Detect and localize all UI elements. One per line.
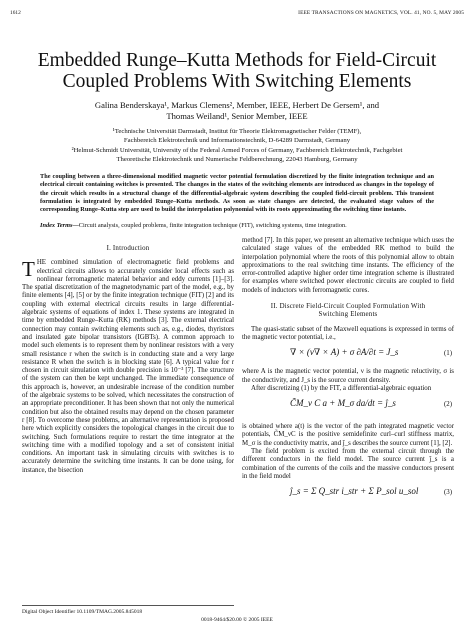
section-2-heading xyxy=(242,303,454,320)
equation-2-number: (2) xyxy=(443,401,452,409)
right-column xyxy=(242,237,454,509)
left-column xyxy=(22,237,234,475)
title-line-2: Coupled Problems With Switching Elements xyxy=(62,71,412,92)
page-number: 1612 xyxy=(10,10,21,16)
title-line-1: Embedded Runge–Kutta Methods for Field-Circuit xyxy=(37,50,437,71)
section-2-heading-line-1: II. Discrete Field-Circuit Coupled Formulation With xyxy=(270,303,426,311)
equation-1 xyxy=(242,344,454,366)
author-list xyxy=(20,100,454,122)
running-header xyxy=(10,10,464,20)
index-terms-label: Index Terms— xyxy=(40,222,79,229)
authors-line-1: Galina Benderskaya¹, Markus Clemens², Member, IEEE, Herbert De Gersem¹, and xyxy=(94,100,380,110)
equation-3 xyxy=(242,483,454,507)
intro-paragraph-continued: method [7]. In this paper, we present an alternative technique which uses the calculated stage values of the embedded RK method to build the interpolation polynomial where the roots of this polynomial allow to obtain approximations to the real switching time instants. The efficiency of the error-controlled adaptive higher order time integration scheme is illustrated for examples where switched power electronic circuits are coupled to field models of inductors with ferromagnetic cores. xyxy=(242,237,454,294)
equation-2-body: C̃M_ν C a + M_σ da/dt = ĵ_s xyxy=(290,398,396,409)
equation-1-body: ∇ × (ν∇ × A) + σ ∂A/∂t = J_s xyxy=(290,347,399,358)
section-2-paragraph-4: is obtained where a(t) is the vector of the path integrated magnetic vector potentials, C̃M_νC is the positive semidefinite curl–curl stiffness matrix, M_σ is the conductivity matrix, and ĵ_s describes the source current [1], [2]. xyxy=(242,423,454,447)
affiliation-line-1: ¹Technische Universität Darmstadt, Institut für Theorie Elektromagnetischer Felder (TEMF), xyxy=(112,128,362,135)
section-2-paragraph-5: The field problem is excited from the external circuit through the different conductors in the field model. The source current ĵ_s is a combination of the currents of the coils and the massive conductors present in the field model xyxy=(242,448,454,480)
abstract: The coupling between a three-dimensional modified magnetic vector potential formulation discretized by the finite integration technique and an electrical circuit containing switches is presented. The changes in the states of the switching elements are introduced as changes in the topology of the circuit which results in a structural change of the differential-algebraic system describing the coupled field-circuit problem. This transient formulation is integrated by embedded Runge–Kutta methods. As soon as state changes are detected, the evaluated stage values of the corresponding Runge–Kutta step are used to build the interpolation polynomial with its roots approximating the switching time instants. xyxy=(40,173,434,214)
drop-cap: T xyxy=(22,257,35,282)
journal-header: IEEE TRANSACTIONS ON MAGNETICS, VOL. 41, NO. 5, MAY 2005 xyxy=(298,10,464,16)
intro-paragraph-text: HE combined simulation of electromagnetic field problems and electrical circuits allows to accurately consider local effects such as nonlinear ferromagnetic material behavior and eddy currents [1]–[3]. The spatial discretization of the magnetodynamic part of the model, e.g., by finite elements [4], [5] or by the finite integration technique (FIT) [2] and its coupling with external electrical circuits results in large differential-algebraic systems of equations of index 1. These systems are integrated in time by embedded Runge–Kutta (RK) methods [3]. The external electrical connection may contain switching elements such as, e.g., diodes, thyristors and insulated gate bipolar transistors (IGBTs). A common approach to model such elements is to represent them by nonlinear resistors with a very small resistance r when the switch is in conducting state and a very large resistance R when the switch is in blocking state [6]. A typical value for r chosen in circuit simulation with double precision is 10⁻³ [7]. The structure of the system can then be kept unchanged. The immediate consequence of this approach is, however, an undesirable increase of the condition number of the algebraic systems to be solved, which necessitates the construction of an appropriate preconditioner. It has been shown that not only the numerical condition but also the obtained results may depend on the chosen parameter r [8]. To overcome these problems, an alternative representation is proposed here which explicitly considers the topological changes in the circuit due to switching. Such formulations require to restart the time integrator at the switching time with a modified topology and a set of consistent initial conditions. An important task in simulating circuits with switches is to accurately determine the switching time instants. It can be done using, for instance, the bisection xyxy=(22,259,234,474)
authors-line-2: Thomas Weiland¹, Senior Member, IEEE xyxy=(166,111,308,121)
equation-3-body: ĵ_s = Σ Q_str i_str + Σ P_sol u_sol xyxy=(290,486,419,497)
section-2-heading-line-2: Switching Elements xyxy=(318,311,378,319)
section-1-heading: I. Introduction xyxy=(106,245,150,252)
paper-title xyxy=(20,50,454,92)
equation-3-number: (3) xyxy=(443,489,452,497)
affiliations xyxy=(20,127,454,165)
index-terms-text: Circuit analysis, coupled problems, finite integration technique (FIT), switching systems, time integration. xyxy=(78,222,347,229)
section-2-paragraph-1: The quasi-static subset of the Maxwell equations is expressed in terms of the magnetic vector potential, i.e., xyxy=(242,325,454,341)
affiliation-line-3: ²Helmut-Schmidt Universität, University of the Federal Armed Forces of Germany, Fachbereich Elektrotechnik, Fachgebiet xyxy=(71,146,403,154)
section-2-paragraph-3: After discretizing (1) by the FIT, a differential-algebraic equation xyxy=(251,384,432,392)
copyright-footer: 0018-9464/$20.00 © 2005 IEEE xyxy=(201,617,273,623)
section-2-paragraph-2: where A is the magnetic vector potential, ν is the magnetic reluctivity, σ is the conductivity, and J_s is the source current density. xyxy=(242,368,454,384)
affiliation-line-4: Theoretische Elektrotechnik und Numerische Feldberechnung, 22043 Hamburg, Germany xyxy=(116,156,358,164)
index-terms xyxy=(40,222,434,230)
equation-2 xyxy=(242,395,454,421)
equation-1-number: (1) xyxy=(443,350,452,358)
affiliation-line-2: Fachbereich Elektrotechnik und Informationstechnik, D-64289 Darmstadt, Germany xyxy=(123,137,351,145)
intro-paragraph xyxy=(22,259,234,475)
doi-footnote: Digital Object Identifier 10.1109/TMAG.2005.845018 xyxy=(22,605,234,615)
